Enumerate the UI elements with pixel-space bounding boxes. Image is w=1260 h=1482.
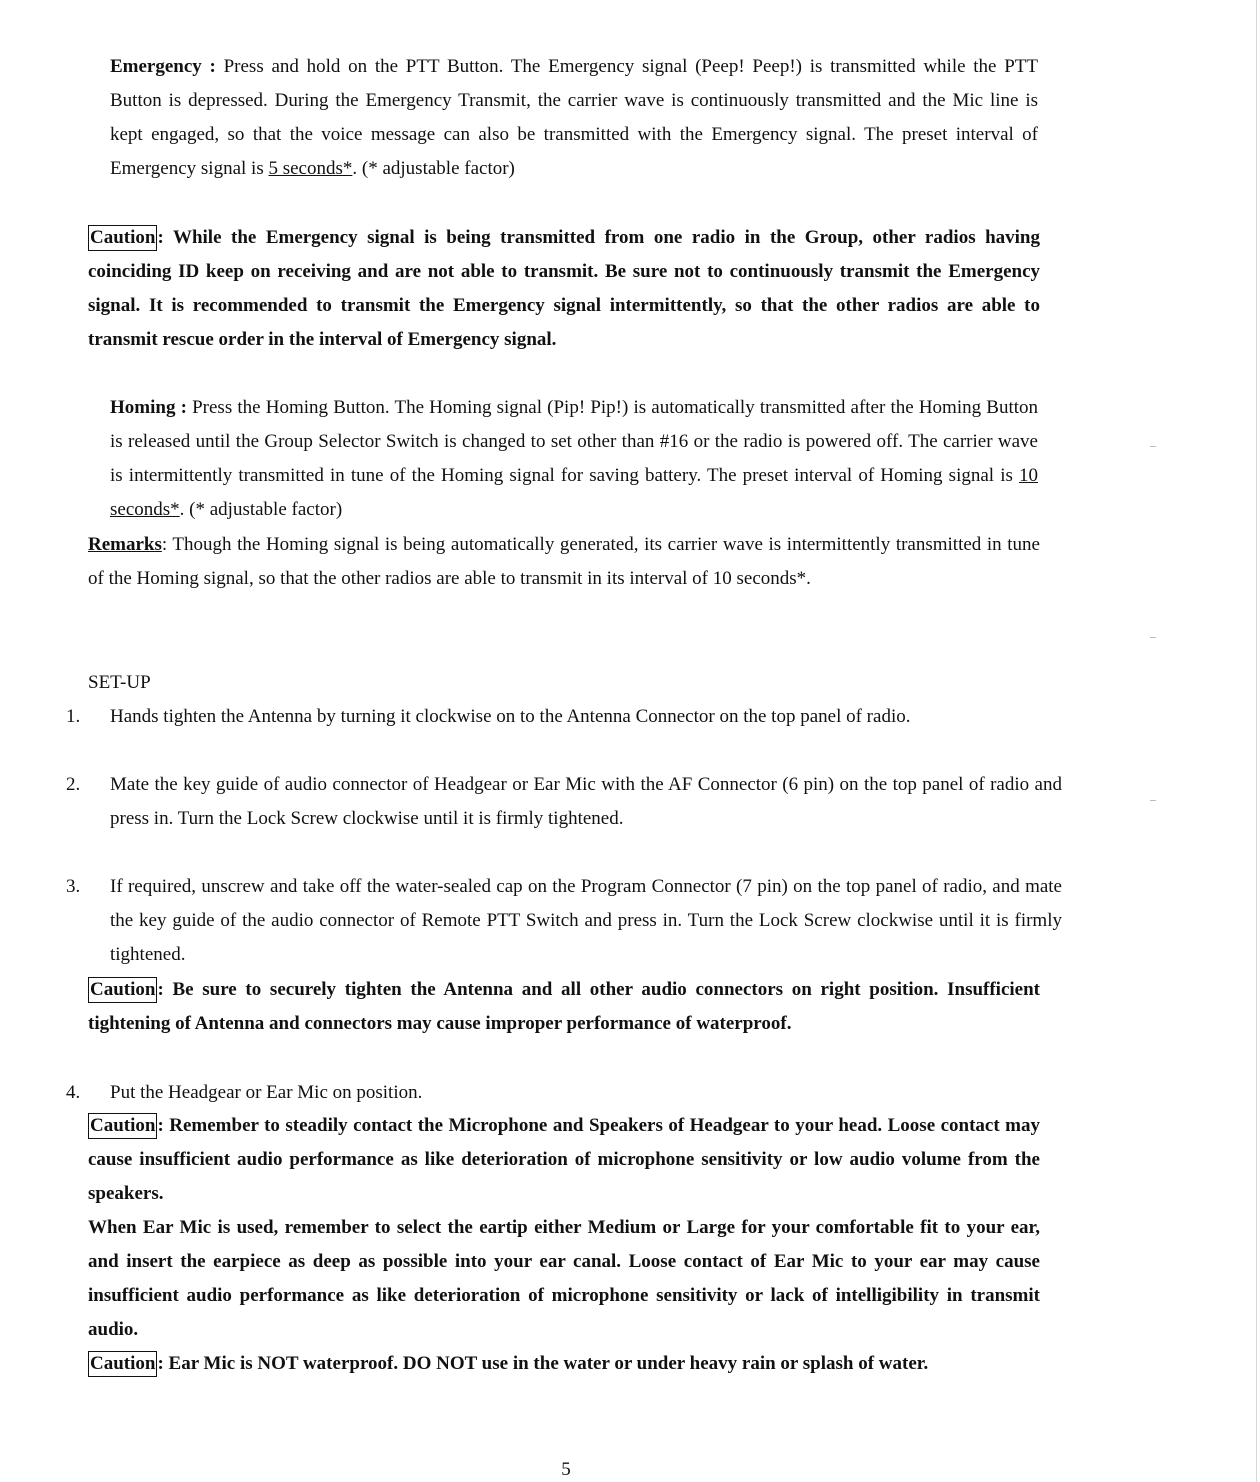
setup-step-2 [66,768,1062,836]
remarks-text: : Though the Homing signal is being automatically generated, its carrier wave is intermittently transmitted in tune of the Homing signal, so that the other radios are able to transmit in its interval of 10 seconds*. [88,534,1040,589]
emergency-interval: 5 seconds* [268,158,353,179]
scan-mark [1150,800,1156,801]
caution-paragraph-3 [88,1109,1040,1211]
caution-paragraph-1 [88,221,1040,357]
step-text: Hands tighten the Antenna by turning it clockwise on to the Antenna Connector on the top panel of radio. [110,706,911,727]
ear-mic-note: When Ear Mic is used, remember to select the eartip either Medium or Large for your comfortable fit to your ear, and insert the earpiece as deep as possible into your ear canal. Loose contact of Ear Mic to your ear may cause insufficient audio performance as like deterioration of microphone sensitivity or lack of intelligibility in transmit audio. [88,1217,1040,1340]
caution-label: Caution [88,1113,157,1139]
caution-label: Caution [88,977,157,1003]
setup-step-3 [66,870,1062,972]
homing-text: Press the Homing Button. The Homing signal (Pip! Pip!) is automatically transmitted after the Homing Button is released until the Group Selector Switch is changed to set other than #16 or the radio is powered off. The carrier wave is intermittently transmitted in tune of the Homing signal for saving battery. The preset interval of Homing signal is [110,397,1039,486]
setup-step-1 [66,700,1062,734]
step-number: 1. [66,706,81,727]
page-number: 5 [561,1459,571,1480]
step-number: 2. [66,774,81,795]
scan-mark [1150,637,1156,638]
caution-text: : Remember to steadily contact the Microphone and Speakers of Headgear to your head. Loose contact may cause insufficient audio performance as like deterioration of microphone sensitivity or low audio volume from the speakers. [88,1115,1040,1204]
caution-text: : Ear Mic is NOT waterproof. DO NOT use in the water or under heavy rain or splash of water. [157,1353,929,1374]
caution-label: Caution [88,225,157,251]
caution-paragraph-2 [88,973,1040,1041]
homing-interval: 10 seconds* [110,465,1038,520]
step-text: If required, unscrew and take off the water-sealed cap on the Program Connector (7 pin) on the top panel of radio, and mate the key guide of the audio connector of Remote PTT Switch and press in. Turn the Lock Screw clockwise until it is firmly tightened. [110,876,1062,965]
caution-label: Caution [88,1351,157,1377]
remarks-label: Remarks [88,534,162,555]
emergency-tail: . (* adjustable factor) [352,158,515,179]
emergency-text: Press and hold on the PTT Button. The Emergency signal (Peep! Peep!) is transmitted while the PTT Button is depressed. During the Emergency Transmit, the carrier wave is continuously transmitted and the Mic line is kept engaged, so that the voice message can also be transmitted with the Emergency signal. The preset interval of Emergency signal is [110,56,1038,179]
remarks-paragraph [88,528,1040,596]
homing-paragraph [110,391,1038,527]
step-number: 4. [66,1082,81,1103]
caution-paragraph-4 [88,1347,1040,1381]
emergency-label: Emergency [110,56,202,77]
homing-label: Homing [110,397,176,418]
setup-heading: SET-UP [88,672,151,693]
homing-tail: . (* adjustable factor) [179,499,343,520]
emergency-paragraph [110,50,1038,186]
step-text: Put the Headgear or Ear Mic on position. [110,1082,423,1103]
emergency-separator: : [201,56,224,77]
setup-step-4 [66,1076,1062,1110]
page-edge-line [1256,0,1257,1482]
scan-mark [1150,446,1156,447]
caution-text: : While the Emergency signal is being transmitted from one radio in the Group, other radios having coinciding ID keep on receiving and are not able to transmit. Be sure not to continuously transmit the Emergency signal. It is recommended to transmit the Emergency signal intermittently, so that the other radios are able to transmit rescue order in the interval of Emergency signal. [88,227,1040,350]
homing-separator: : [175,397,193,418]
step-text: Mate the key guide of audio connector of Headgear or Ear Mic with the AF Connector (6 pin) on the top panel of radio and press in. Turn the Lock Screw clockwise until it is firmly tightened. [110,774,1062,829]
caution-text: : Be sure to securely tighten the Antenna and all other audio connectors on right position. Insufficient tightening of Antenna and connectors may cause improper performance of waterproof. [88,979,1040,1034]
step-number: 3. [66,876,81,897]
